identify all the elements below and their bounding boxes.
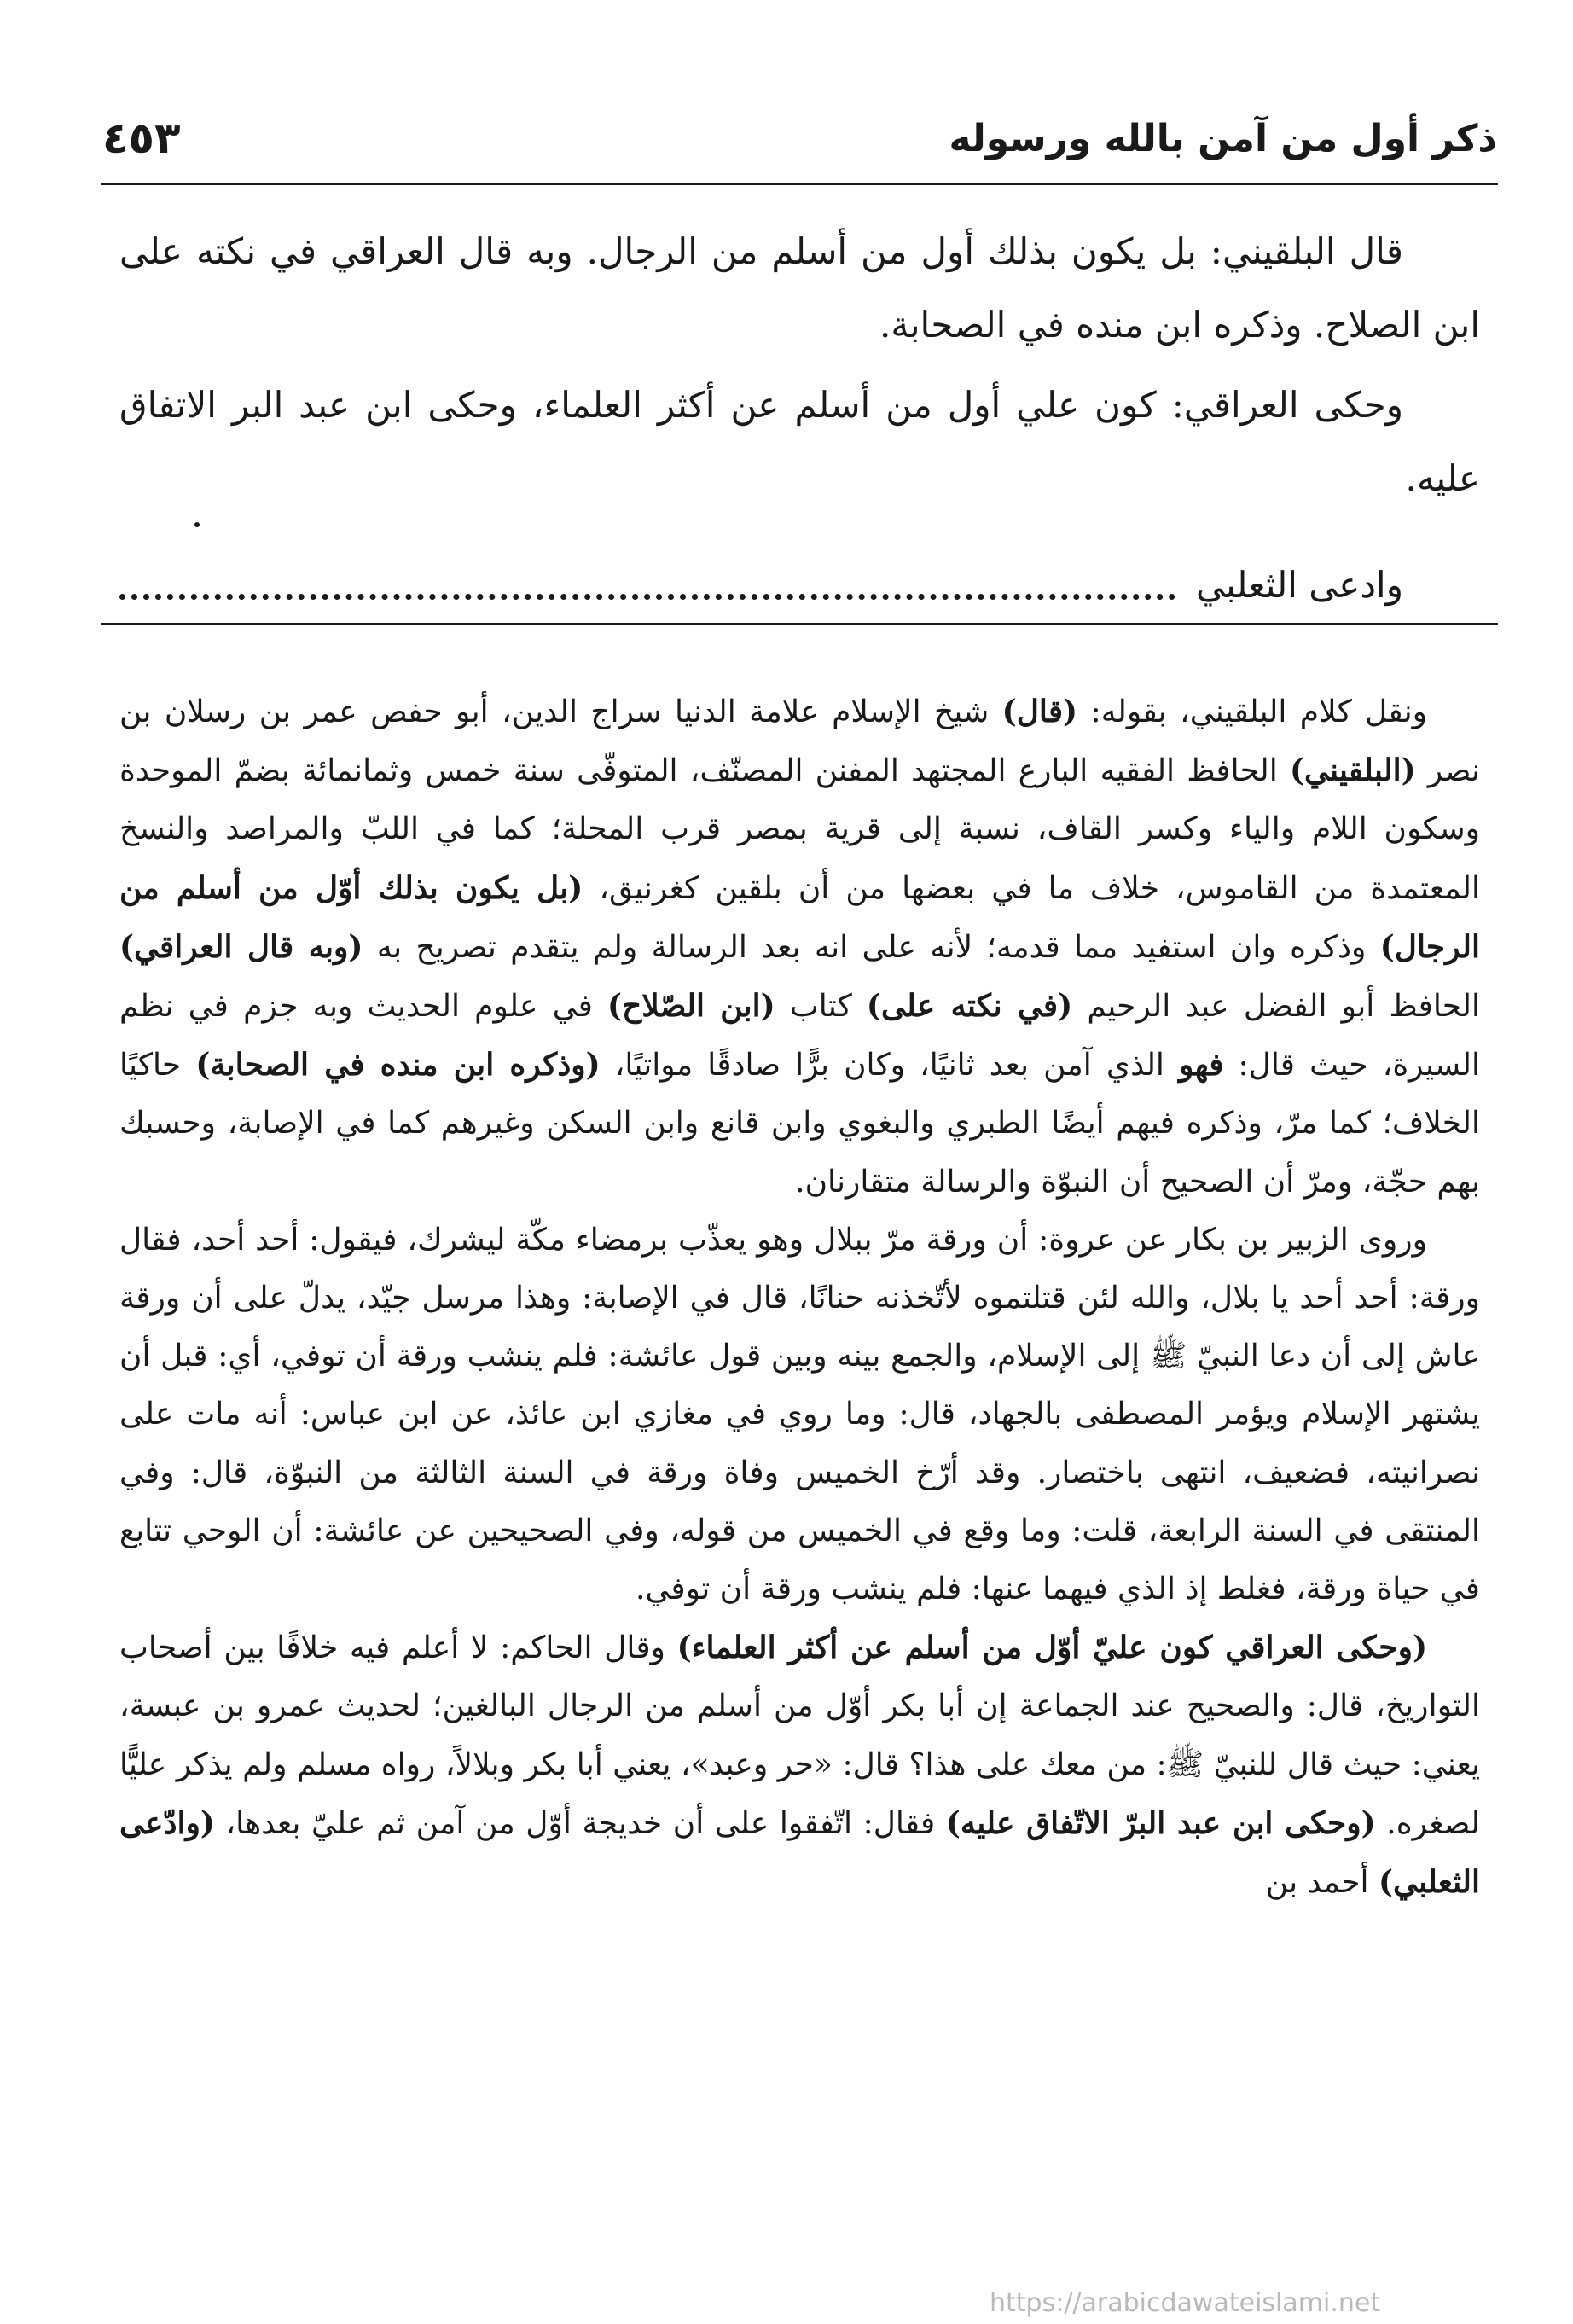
quoted-main-text: (ابن الصّلاح) xyxy=(607,988,775,1025)
quoted-main-text: (وحكى العراقي كون عليّ أوّل من أسلم عن أكثر العلماء) xyxy=(676,1630,1427,1666)
running-header xyxy=(102,96,1497,181)
ink-speck xyxy=(194,522,200,527)
commentary-text: وقال الحاكم: لا أعلم فيه خلافًا بين أصحاب التواريخ، قال: والصحيح عند الجماعة إن أبا بكر أوّل من أسلم من الرجال البالغين؛ لحديث عمرو بن عبسة، يعني: حيث قال للنبيّ ﷺ: من معك على هذا؟ قال: «حر وعبد»، يعني أبا بكر وبلالاً، رواه مسلم ولم يذكر عليًّا لصغره. xyxy=(119,1630,1480,1841)
header-rule xyxy=(101,183,1498,185)
quoted-main-text: (البلقيني) xyxy=(1289,752,1416,789)
main-text-last-line xyxy=(119,555,1480,614)
quoted-main-text: (بل يكون بذلك أوّل من أسلم من الرجال) xyxy=(119,869,1480,965)
section-divider xyxy=(101,623,1498,625)
commentary-text: في علوم الحديث وبه جزم في نظم السيرة، حيث قال: xyxy=(119,989,1480,1084)
watermark-url: https://arabicdawateislami.net xyxy=(990,2288,1381,2318)
quoted-main-text: (في نكته على) xyxy=(866,988,1073,1025)
commentary-text: شيخ الإسلام علامة الدنيا سراج الدين، أبو حفص عمر بن رسلان بن نصر xyxy=(119,694,1480,789)
commentary-text: الحافظ الفقيه البارع المجتهد المفنن المصنّف، المتوفّى سنة خمس وثمانمائة بضمّ الموحدة وسكون اللام والياء وكسر القاف، نسبة إلى قرية بمصر قرب المحلة؛ كما في اللبّ والمراصد والنسخ المعتمدة من القاموس، خلاف ما في بعضها من أن بلقين كغرنيق، xyxy=(119,753,1480,906)
continuation-phrase: وادعى الثعلبي xyxy=(1195,563,1403,606)
dot-leader xyxy=(119,594,1175,600)
commentary-text: وروى الزبير بن بكار عن عروة: أن ورقة مرّ ببلال وهو يعذّب برمضاء مكّة ليشرك، فيقول: أحد أحد، فقال ورقة: أحد أحد يا بلال، والله لئن قتلتموه لأتّخذنه حنانًا، قال في الإصابة: وهذا مرسل جيّد، يدلّ على أن ورقة عاش إلى أن دعا النبيّ ﷺ إلى الإسلام، والجمع بينه وبين قول عائشة: فلم ينشب ورقة أن توفي، أي: قبل أن يشتهر الإسلام ويؤمر المصطفى بالجهاد، قال: وما روي في مغازي ابن عائذ، عن ابن عباس: أنه مات على نصرانيته، فضعيف، انتهى باختصار. وقد أرّخ الخميس وفاة ورقة في السنة الثالثة من النبوّة، قال: وفي المنتقى في السنة الرابعة، قلت: وما وقع في الخميس من قوله، وفي الصحيحين عن عائشة: أن الوحي تتابع في حياة ورقة، فغلط إذ الذي فيهما عنها: فلم ينشب ورقة أن توفي. xyxy=(119,1222,1480,1607)
main-text-paragraph-1: قال البلقيني: بل يكون بذلك أول من أسلم من الرجال. وبه قال العراقي في نكته على ابن الصلاح. وذكره ابن منده في الصحابة. xyxy=(119,230,1480,346)
commentary-paragraph-3 xyxy=(119,1618,1480,1912)
commentary-text: ونقل كلام البلقيني، بقوله: xyxy=(1077,694,1427,729)
commentary-paragraph-2 xyxy=(119,1211,1480,1618)
commentary-text: الحافظ أبو الفضل عبد الرحيم xyxy=(1072,989,1480,1025)
quoted-main-text: (وبه قال العراقي) xyxy=(119,928,363,965)
commentary-text: فقال: اتّفقوا على أن خديجة أوّل من آمن ثم عليّ بعدها، xyxy=(214,1805,946,1841)
quoted-main-text: (قال) xyxy=(1001,694,1078,729)
quoted-main-text: (وذكره ابن منده في الصحابة) xyxy=(195,1047,601,1084)
quoted-main-text: (وادّعى الثعلبي) xyxy=(119,1804,1480,1901)
commentary-text: الذي آمن بعد ثانيًا، وكان برًّا صادقًا مواتيًا، xyxy=(600,1048,1180,1084)
main-text-paragraph-2: وحكى العراقي: كون علي أول من أسلم عن أكثر العلماء، وحكى ابن عبد البر الاتفاق عليه. xyxy=(119,384,1480,499)
page-number: ٤٥٣ xyxy=(102,113,181,163)
commentary-paragraph-1 xyxy=(119,683,1480,1211)
commentary xyxy=(119,683,1480,1912)
quoted-main-text: فهو xyxy=(1179,1047,1224,1084)
quoted-main-text: (وحكى ابن عبد البرّ الاتّفاق عليه) xyxy=(945,1804,1376,1841)
commentary-text: وذكره وان استفيد مما قدمه؛ لأنه على انه بعد الرسالة ولم يتقدم تصريح به xyxy=(363,929,1380,965)
commentary-text: كتاب xyxy=(775,989,867,1025)
commentary-text: حاكيًا الخلاف؛ كما مرّ، وذكره فيهم أيضًا الطبري والبغوي وابن قانع وابن السكن وغيرهم كما في الإصابة، وحسبك بهم حجّة، ومرّ أن الصحيح أن النبوّة والرسالة متقارنان. xyxy=(119,1048,1480,1200)
chapter-title: ذكر أول من آمن بالله ورسوله xyxy=(949,116,1497,160)
main-text xyxy=(119,215,1480,515)
commentary-text: أحمد بن xyxy=(1265,1865,1379,1901)
